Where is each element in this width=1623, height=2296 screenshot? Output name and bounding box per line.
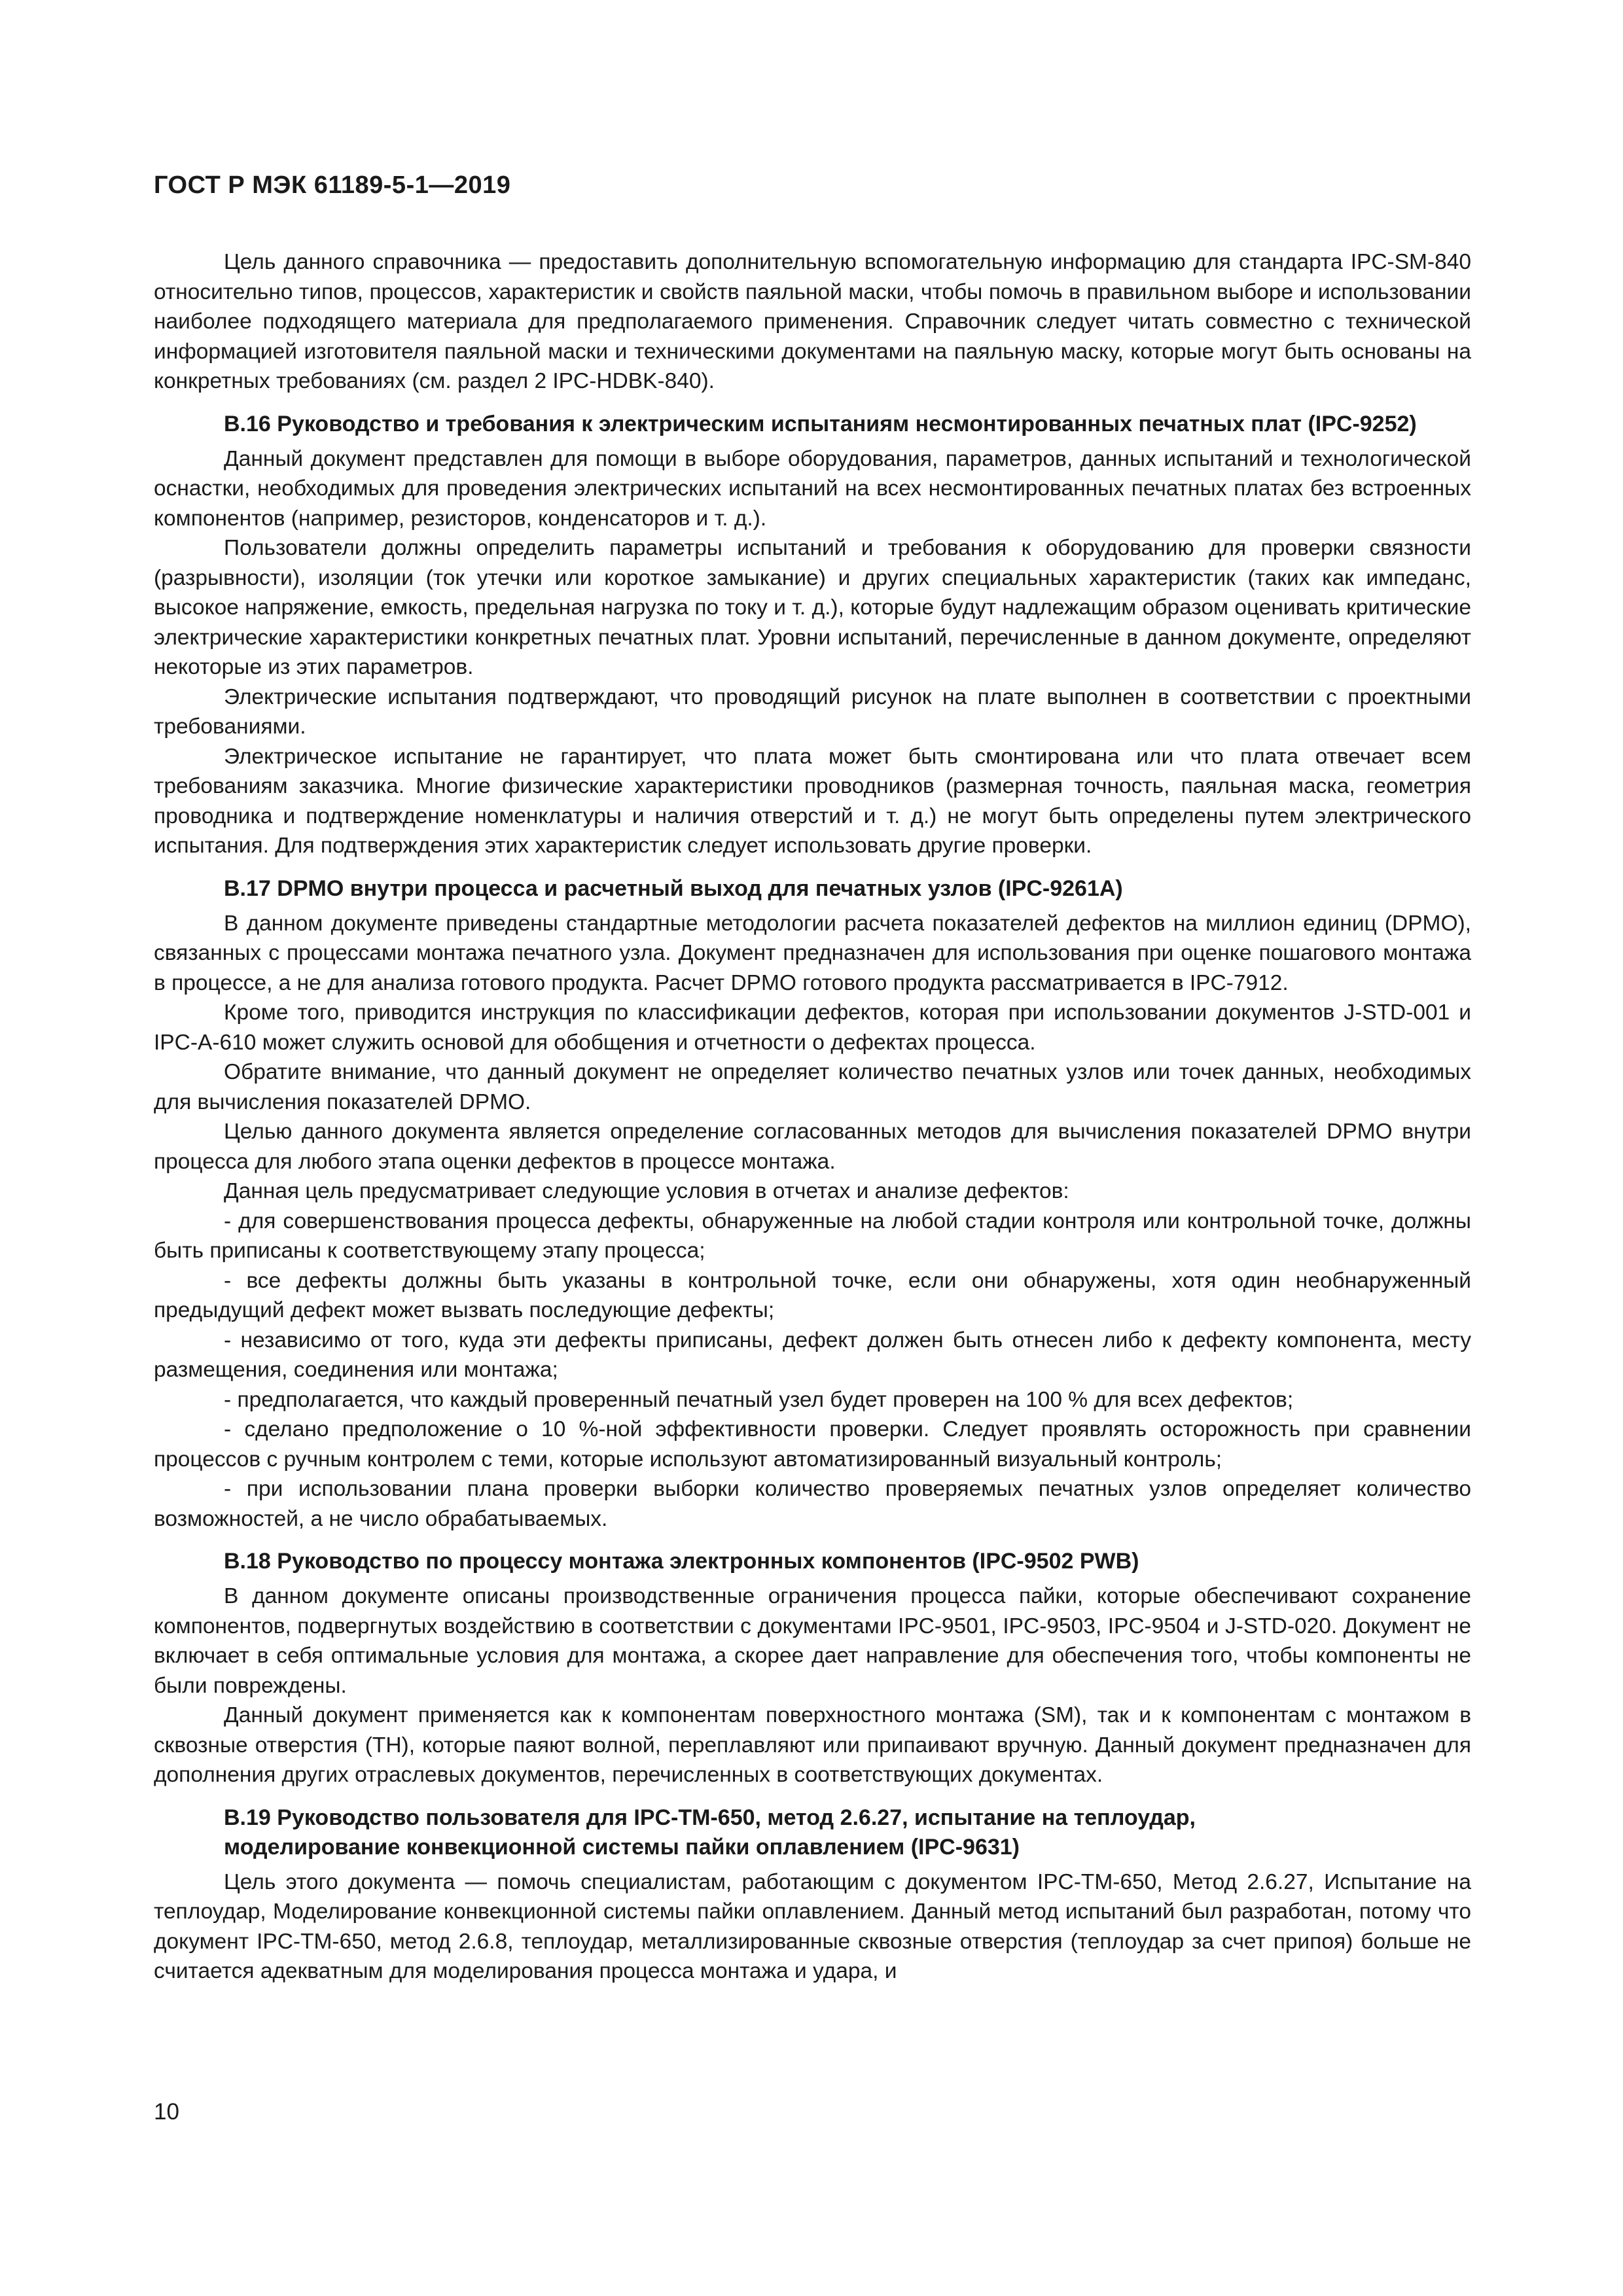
paragraph: Электрическое испытание не гарантирует, что плата может быть смонтирована или что плата отвечает всем требованиям заказчика. Многие физические характеристики проводников (размерная точность, паяльная маска, геометрия проводника и подтверждение номенклатуры и наличия отверстий и т. д.) не могут быть определены путем электрического испытания. Для подтверждения этих характеристик следует использовать другие проверки. <box>154 744 1471 858</box>
paragraph: Пользователи должны определить параметры испытаний и требования к оборудованию для проверки связности (разрывности), изоляции (ток утечки или короткое замыкание) и других специальных характеристик (таких как импеданс, высокое напряжение, емкость, предельная нагрузка по току и т. д.), которые будут надлежащим образом оценивать критические электрические характеристики конкретных печатных плат. Уровни испытаний, перечисленные в данном документе, определяют некоторые из этих параметров. <box>154 536 1471 679</box>
page-number: 10 <box>154 2099 179 2125</box>
paragraph: В данном документе описаны производственные ограничения процесса пайки, которые обеспечивают сохранение компонентов, подвергнутых воздействию в соответствии с документами IPC-9501, IPC-9503, IPC-9504 и J-STD-020. Документ не включает в себя оптимальные условия для монтажа, а скорее дает направление для обеспечения того, чтобы компоненты не были повреждены. <box>154 1584 1471 1698</box>
paragraph: Данная цель предусматривает следующие условия в отчетах и анализе дефектов: <box>224 1179 1069 1203</box>
paragraph: Цель этого документа — помочь специалистам, работающим с документом IPC-TM-650, Метод 2.6.27, Испытание на теплоудар, Моделирование конвекционной системы пайки оплавлением. Данный метод испытаний был разработан, потому что документ IPC-TM-650, метод 2.6.8, теплоудар, металлизированные сквозные отверстия (теплоудар за счет припоя) больше не считается адекватным для моделирования процесса монтажа и удара, и <box>154 1869 1471 1983</box>
list-item: - при использовании плана проверки выборки количество проверяемых печатных узлов определяет количество возможностей, а не число обрабатываемых. <box>154 1477 1471 1531</box>
paragraph: Данный документ представлен для помощи в выборе оборудования, параметров, данных испытаний и технологической оснастки, необходимых для проведения электрических испытаний на всех несмонтированных печатных платах без встроенных компонентов (например, резисторов, конденсаторов и т. д.). <box>154 446 1471 531</box>
section-heading-b16: B.16 Руководство и требования к электрическим испытаниям несмонтированных печатных плат (IPC-9252) <box>224 411 1417 436</box>
paragraph: Цель данного справочника — предоставить дополнительную вспомогательную информацию для стандарта IPC-SM-840 относительно типов, процессов, характеристик и свойств паяльной маски, чтобы помочь в правильном выборе и использовании наиболее подходящего материала для предполагаемого применения. Справочник следует читать совместно с технической информацией изготовителя паяльной маски и техническими документами на паяльную маску, которые могут быть основаны на конкретных требованиях (см. раздел 2 IPC-HDBK-840). <box>154 250 1471 393</box>
list-item: - предполагается, что каждый проверенный печатный узел будет проверен на 100 % для всех дефектов; <box>224 1387 1294 1412</box>
document-header: ГОСТ Р МЭК 61189-5-1—2019 <box>154 171 511 199</box>
heading-line: моделирование конвекционной системы пайки оплавлением (IPC-9631) <box>224 1834 1020 1860</box>
paragraph: В данном документе приведены стандартные методологии расчета показателей дефектов на миллион единиц (DPMO), связанных с процессами монтажа печатного узла. Документ предназначен для использования при оценке пошагового монтажа в процессе, а не для анализа готового продукта. Расчет DPMO готового продукта рассматривается в IPC-7912. <box>154 911 1471 995</box>
section-heading-b19 <box>224 1803 1471 1862</box>
paragraph: Обратите внимание, что данный документ не определяет количество печатных узлов или точек данных, необходимых для вычисления показателей DPMO. <box>154 1060 1471 1114</box>
heading-line: B.19 Руководство пользователя для IPC-TM-650, метод 2.6.27, испытание на теплоудар, <box>224 1805 1196 1830</box>
paragraph: Кроме того, приводится инструкция по классификации дефектов, которая при использовании документов J-STD-001 и IPC-A-610 может служить основой для обобщения и отчетности о дефектах процесса. <box>154 1000 1471 1055</box>
document-body <box>154 247 1471 1987</box>
list-item: - все дефекты должны быть указаны в контрольной точке, если они обнаружены, хотя один необнаруженный предыдущий дефект может вызвать последующие дефекты; <box>154 1268 1471 1322</box>
list-item: - для совершенствования процесса дефекты, обнаруженные на любой стадии контроля или контрольной точке, должны быть приписаны к соответствующему этапу процесса; <box>154 1209 1471 1263</box>
list-item: - независимо от того, куда эти дефекты приписаны, дефект должен быть отнесен либо к дефекту компонента, месту размещения, соединения или монтажа; <box>154 1328 1471 1382</box>
list-item: - сделано предположение о 10 %-ной эффективности проверки. Следует проявлять осторожность при сравнении процессов с ручным контролем с теми, которые используют автоматизированный визуальный контроль; <box>154 1417 1471 1472</box>
paragraph: Электрические испытания подтверждают, что проводящий рисунок на плате выполнен в соответствии с проектными требованиями. <box>154 684 1471 739</box>
section-heading-b17: B.17 DPMO внутри процесса и расчетный выход для печатных узлов (IPC-9261A) <box>224 875 1123 901</box>
paragraph: Целью данного документа является определение согласованных методов для вычисления показателей DPMO внутри процесса для любого этапа оценки дефектов в процессе монтажа. <box>154 1120 1471 1174</box>
paragraph: Данный документ применяется как к компонентам поверхностного монтажа (SM), так и к компонентам с монтажом в сквозные отверстия (TH), которые паяют волной, переплавляют или припаивают вручную. Данный документ предназначен для дополнения других отраслевых документов, перечисленных в соответствующих документах. <box>154 1703 1471 1787</box>
section-heading-b18: B.18 Руководство по процессу монтажа электронных компонентов (IPC-9502 PWB) <box>224 1549 1139 1574</box>
